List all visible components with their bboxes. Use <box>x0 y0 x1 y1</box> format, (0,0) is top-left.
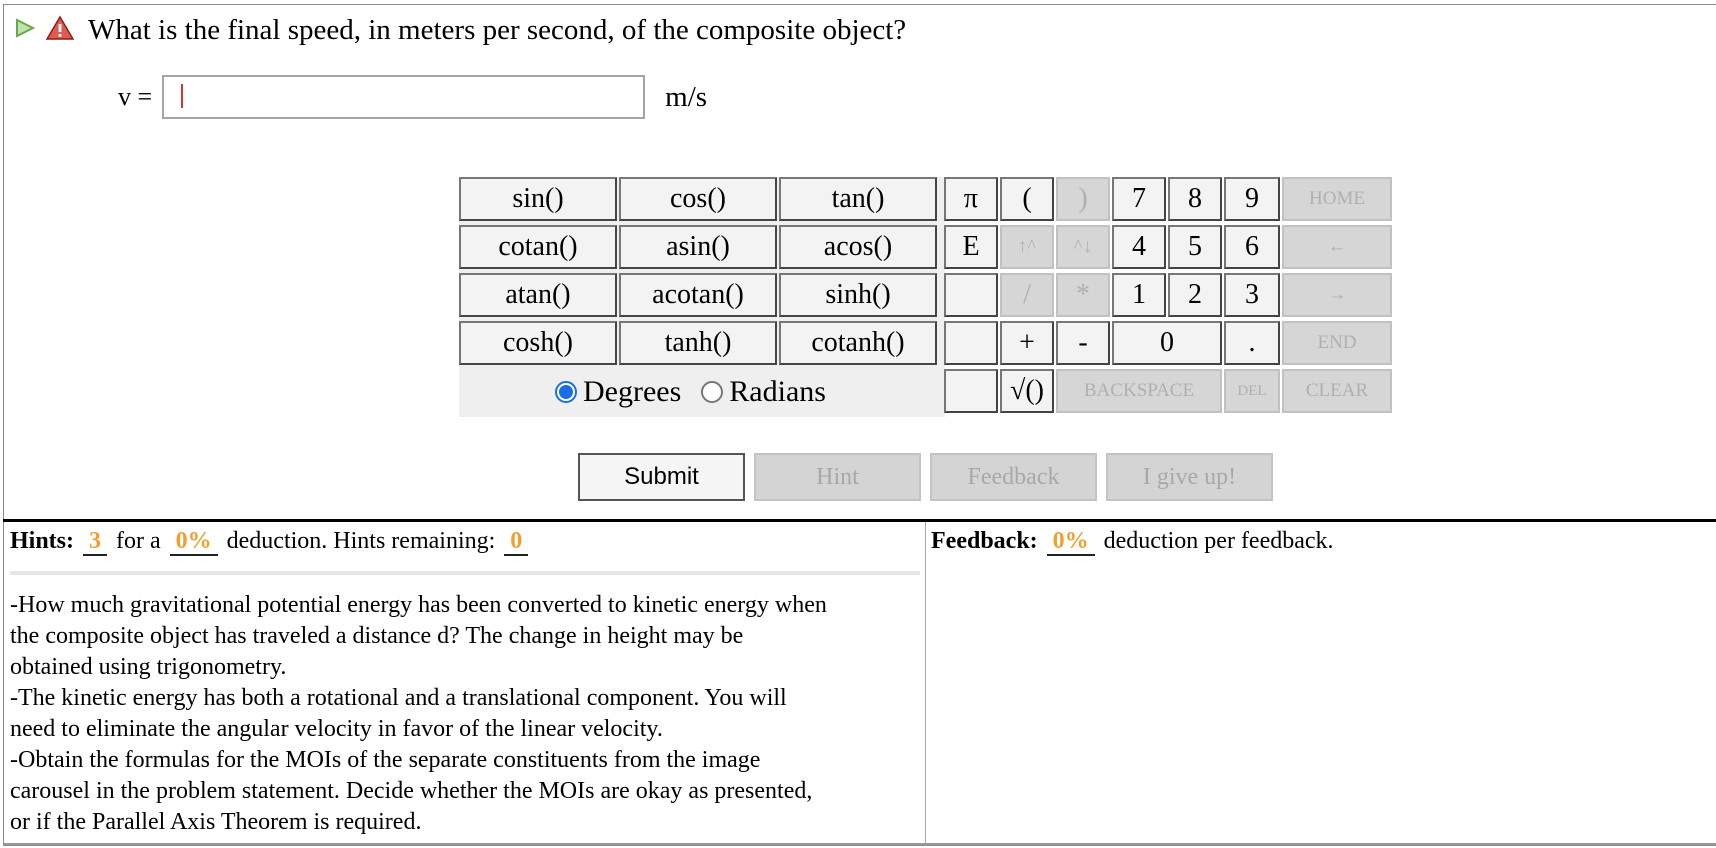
label-radians: Radians <box>729 375 826 408</box>
key-9[interactable]: 9 <box>1224 177 1280 221</box>
key-sin[interactable]: sin() <box>459 177 617 221</box>
section-divider <box>3 519 1716 522</box>
hints-for-a: for a <box>116 528 161 554</box>
feedback-deduction-pct: 0% <box>1047 528 1095 556</box>
key-7[interactable]: 7 <box>1112 177 1166 221</box>
key-pi[interactable]: π <box>944 177 998 221</box>
label-degrees: Degrees <box>583 375 682 408</box>
hint-line: -How much gravitational potential energy has been converted to kinetic energy when <box>10 592 827 618</box>
hint-line: -Obtain the formulas for the MOIs of the separate constituents from the image <box>10 747 761 773</box>
answer-input[interactable] <box>162 75 645 119</box>
key-4[interactable]: 4 <box>1112 225 1166 269</box>
column-divider <box>925 522 926 846</box>
key-del[interactable]: DEL <box>1224 369 1280 413</box>
hint-line: the composite object has traveled a distance d? The change in height may be <box>10 623 744 649</box>
key-2[interactable]: 2 <box>1168 273 1222 317</box>
key-multiply[interactable]: * <box>1056 273 1110 317</box>
key-tan[interactable]: tan() <box>779 177 937 221</box>
hints-header <box>10 528 531 556</box>
key-cursor-left[interactable]: ← <box>1282 225 1392 269</box>
key-cursor-right[interactable]: → <box>1282 273 1392 317</box>
radio-degrees[interactable] <box>555 381 577 403</box>
feedback-text: deduction per feedback. <box>1103 528 1334 554</box>
key-right-paren[interactable]: ) <box>1056 177 1110 221</box>
key-cosh[interactable]: cosh() <box>459 321 617 365</box>
key-divide[interactable]: / <box>1000 273 1054 317</box>
hints-body <box>10 590 920 838</box>
key-5[interactable]: 5 <box>1168 225 1222 269</box>
key-atan[interactable]: atan() <box>459 273 617 317</box>
key-superscript-down[interactable]: ^↓ <box>1056 225 1110 269</box>
hint-line: carousel in the problem statement. Decide whether the MOIs are okay as presented, <box>10 778 813 804</box>
key-minus[interactable]: - <box>1056 321 1110 365</box>
key-e[interactable]: E <box>944 225 998 269</box>
hint-line: -The kinetic energy has both a rotational and a translational component. You will <box>10 685 787 711</box>
key-0[interactable]: 0 <box>1112 321 1222 365</box>
key-1[interactable]: 1 <box>1112 273 1166 317</box>
key-acotan[interactable]: acotan() <box>619 273 777 317</box>
angle-mode-selector <box>555 372 826 412</box>
answer-unit: m/s <box>665 80 708 113</box>
key-tanh[interactable]: tanh() <box>619 321 777 365</box>
answer-label: v = <box>118 82 153 111</box>
key-asin[interactable]: asin() <box>619 225 777 269</box>
hints-count: 3 <box>83 528 107 556</box>
hints-remaining: 0 <box>504 528 528 556</box>
bottom-border <box>3 843 1716 845</box>
key-3[interactable]: 3 <box>1224 273 1280 317</box>
key-plus[interactable]: + <box>1000 321 1054 365</box>
hints-separator <box>10 571 920 575</box>
key-clear[interactable]: CLEAR <box>1282 369 1392 413</box>
key-cos[interactable]: cos() <box>619 177 777 221</box>
key-blank-3[interactable] <box>944 369 998 413</box>
key-end[interactable]: END <box>1282 321 1392 365</box>
key-left-paren[interactable]: ( <box>1000 177 1054 221</box>
text-caret <box>181 84 183 108</box>
key-acos[interactable]: acos() <box>779 225 937 269</box>
hint-line: or if the Parallel Axis Theorem is required. <box>10 809 422 835</box>
key-blank-2[interactable] <box>944 321 998 365</box>
feedback-label: Feedback: <box>931 528 1038 554</box>
hints-deduction-pct: 0% <box>170 528 218 556</box>
hint-line: need to eliminate the angular velocity in favor of the linear velocity. <box>10 716 663 742</box>
key-sqrt[interactable]: √() <box>1000 369 1054 413</box>
answer-row <box>118 72 707 122</box>
question-text: What is the final speed, in meters per second, of the composite object? <box>88 13 907 46</box>
key-superscript-up[interactable]: ↑^ <box>1000 225 1054 269</box>
give-up-button[interactable]: I give up! <box>1106 453 1273 501</box>
hint-line: obtained using trigonometry. <box>10 654 287 680</box>
key-cotanh[interactable]: cotanh() <box>779 321 937 365</box>
submit-button[interactable]: Submit <box>578 453 745 501</box>
hints-deduction-text: deduction. Hints remaining: <box>226 528 496 554</box>
key-cotan[interactable]: cotan() <box>459 225 617 269</box>
hint-button[interactable]: Hint <box>754 453 921 501</box>
warning-triangle-icon <box>46 15 74 46</box>
key-home[interactable]: HOME <box>1282 177 1392 221</box>
key-sinh[interactable]: sinh() <box>779 273 937 317</box>
radio-radians[interactable] <box>701 381 723 403</box>
hints-label: Hints: <box>10 528 75 554</box>
key-blank-1[interactable] <box>944 273 998 317</box>
key-backspace[interactable]: BACKSPACE <box>1056 369 1222 413</box>
key-dot[interactable]: . <box>1224 321 1280 365</box>
feedback-header <box>931 528 1334 556</box>
question-row <box>14 12 906 48</box>
feedback-button[interactable]: Feedback <box>930 453 1097 501</box>
key-6[interactable]: 6 <box>1224 225 1280 269</box>
key-8[interactable]: 8 <box>1168 177 1222 221</box>
play-triangle-icon[interactable] <box>14 17 36 44</box>
